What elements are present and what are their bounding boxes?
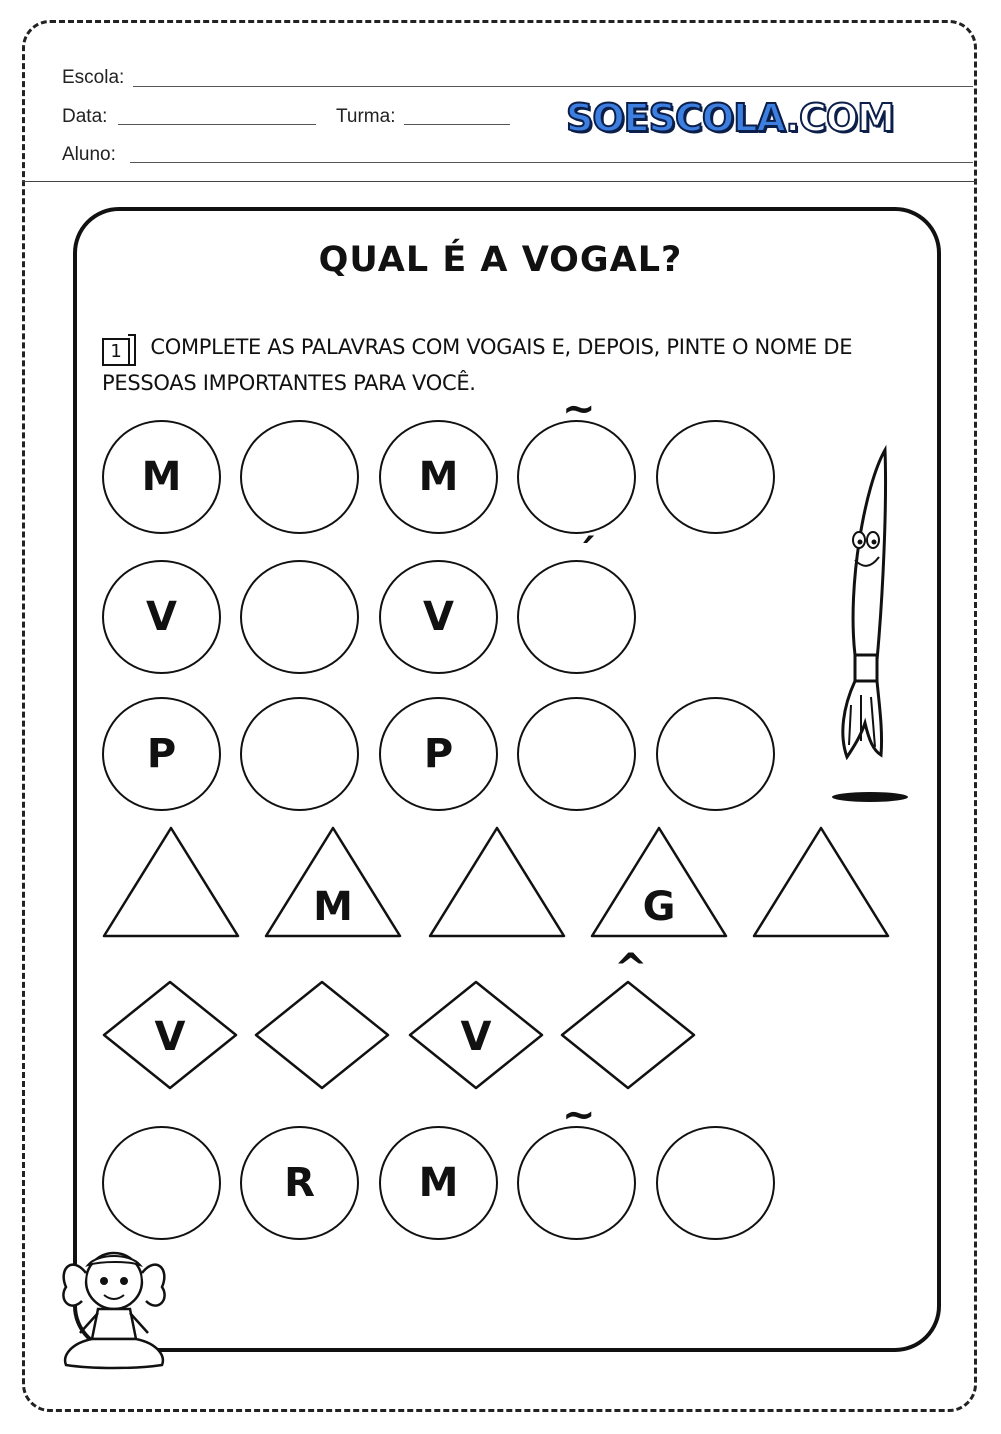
circle-cell-r6-c4[interactable] [517,1126,636,1240]
circle-cell-r2-c3 [379,560,498,674]
circle-cell-r1-c2[interactable] [240,420,359,534]
shape-letter: P [423,731,454,777]
circle-cell-r6-c2 [240,1126,359,1240]
worksheet-title: QUAL É A VOGAL? [318,240,683,280]
triangle-cell-r4-c1[interactable] [102,826,240,938]
shape-letter: M [313,884,353,930]
date-label: Data: [62,106,108,127]
accent-mark: ^ [614,946,648,992]
circle-cell-r3-c4[interactable] [517,697,636,811]
circle-cell-r2-c2[interactable] [240,560,359,674]
triangle-cell-r4-c5[interactable] [752,826,890,938]
date-field[interactable] [118,124,316,125]
exercise-number: 1 [102,338,130,366]
shape-letter: M [418,454,459,500]
circle-cell-r1-c4[interactable] [517,420,636,534]
school-field[interactable] [133,86,973,87]
shape-letter: V [146,594,177,640]
triangle-cell-r4-c3[interactable] [428,826,566,938]
circle-cell-r3-c3 [379,697,498,811]
circle-cell-r2-c1 [102,560,221,674]
shape-letter: V [154,1014,186,1060]
circle-cell-r6-c5[interactable] [656,1126,775,1240]
shape-letter: M [418,1160,459,1206]
accent-mark: ´ [576,532,596,578]
class-label: Turma: [336,106,396,127]
diamond-cell-r5-c2[interactable] [254,980,390,1090]
shape-letter: V [460,1014,492,1060]
header-divider [22,181,977,182]
instruction-text [102,330,922,400]
paintbrush-character-icon [825,445,910,805]
logo-suffix-text: .COM [785,96,894,140]
site-logo [566,96,894,140]
circle-cell-r3-c2[interactable] [240,697,359,811]
logo-main-text: SOESCOLA [566,96,786,140]
circle-cell-r6-c3 [379,1126,498,1240]
diamond-cell-r5-c1 [102,980,238,1090]
school-label: Escola: [62,67,125,88]
shape-letter: M [141,454,182,500]
doll-girl-icon [52,1243,182,1373]
diamond-cell-r5-c4[interactable] [560,980,696,1090]
instruction-body: COMPLETE AS PALAVRAS COM VOGAIS E, DEPOIS, PINTE O NOME DE PESSOAS IMPORTANTES PARA VOCÊ. [102,335,853,395]
circle-cell-r1-c3 [379,420,498,534]
accent-mark: ~ [562,386,596,432]
shape-letter: V [423,594,454,640]
shape-letter: G [642,884,676,930]
circle-cell-r1-c5[interactable] [656,420,775,534]
shape-letter: P [146,731,177,777]
circle-cell-r3-c1 [102,697,221,811]
diamond-cell-r5-c3 [408,980,544,1090]
circle-cell-r6-c1[interactable] [102,1126,221,1240]
circle-cell-r1-c1 [102,420,221,534]
student-label: Aluno: [62,144,116,165]
triangle-cell-r4-c2 [264,826,402,938]
student-field[interactable] [130,162,973,163]
shape-letter: R [284,1160,315,1206]
class-field[interactable] [404,124,510,125]
triangle-cell-r4-c4 [590,826,728,938]
accent-mark: ~ [562,1092,596,1138]
circle-cell-r3-c5[interactable] [656,697,775,811]
